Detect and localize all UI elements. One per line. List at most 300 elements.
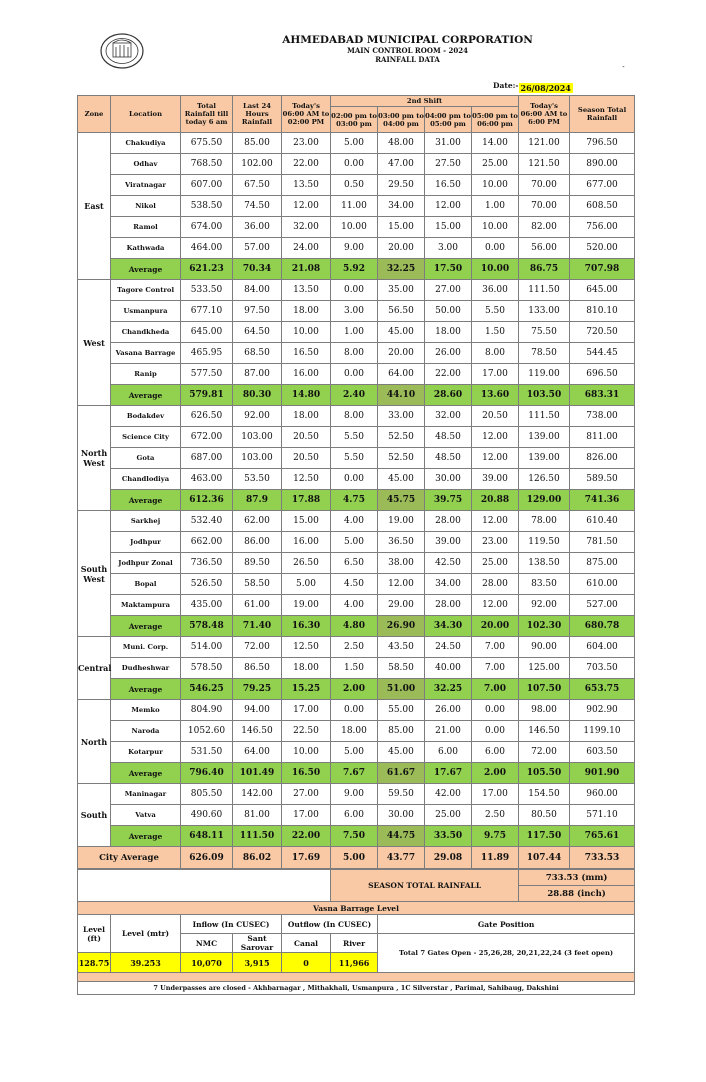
rainfall-value: 890.00 [570, 154, 635, 175]
rainfall-value: 490.60 [181, 805, 233, 826]
date-label: Date:- [493, 81, 519, 90]
rainfall-value: 0.00 [331, 700, 378, 721]
average-value: 10.00 [472, 259, 519, 280]
rainfall-value: 8.00 [331, 406, 378, 427]
rainfall-value: 12.00 [425, 196, 472, 217]
rainfall-value: 17.00 [472, 784, 519, 805]
location-name: Kotarpur [111, 742, 181, 763]
col-slot-3: 04:00 pm to 05:00 pm [425, 107, 472, 133]
rainfall-value: 626.50 [181, 406, 233, 427]
rainfall-value: 17.00 [282, 700, 331, 721]
rainfall-value: 58.50 [378, 658, 425, 679]
rainfall-value: 43.50 [378, 637, 425, 658]
rainfall-value: 810.10 [570, 301, 635, 322]
rainfall-value: 6.50 [331, 553, 378, 574]
table-row [78, 217, 635, 238]
rainfall-value: 27.00 [425, 280, 472, 301]
rainfall-value: 18.00 [331, 721, 378, 742]
rainfall-value: 589.50 [570, 469, 635, 490]
table-row [78, 721, 635, 742]
average-value: 61.67 [378, 763, 425, 784]
location-name: Bopal [111, 574, 181, 595]
average-value: 102.30 [519, 616, 570, 637]
table-row [78, 280, 635, 301]
rainfall-value: 64.50 [233, 322, 282, 343]
average-value: 2.00 [472, 763, 519, 784]
average-value: 901.90 [570, 763, 635, 784]
rainfall-value: 35.00 [378, 280, 425, 301]
average-value: 26.90 [378, 616, 425, 637]
season-total-table [77, 869, 635, 995]
average-value: 105.50 [519, 763, 570, 784]
rainfall-value: 20.50 [282, 448, 331, 469]
rainfall-value: 126.50 [519, 469, 570, 490]
table-row [78, 700, 635, 721]
rainfall-value: 121.50 [519, 154, 570, 175]
rainfall-value: 14.00 [472, 133, 519, 154]
rainfall-value: 138.50 [519, 553, 570, 574]
city-average-value: 17.69 [282, 847, 331, 869]
average-row [78, 763, 635, 784]
rainfall-value: 687.00 [181, 448, 233, 469]
location-name: Memko [111, 700, 181, 721]
rainfall-value: 56.50 [378, 301, 425, 322]
city-average-value: 107.44 [519, 847, 570, 869]
rainfall-value: 677.00 [570, 175, 635, 196]
average-value: 7.67 [331, 763, 378, 784]
location-name: Chandlodiya [111, 469, 181, 490]
location-name: Chakudiya [111, 133, 181, 154]
average-label: Average [111, 490, 181, 511]
rainfall-value: 6.00 [472, 742, 519, 763]
table-row [78, 805, 635, 826]
rainfall-value: 86.00 [233, 532, 282, 553]
average-label: Average [111, 385, 181, 406]
table-row [78, 595, 635, 616]
rainfall-value: 5.00 [282, 574, 331, 595]
rainfall-value: 19.00 [282, 595, 331, 616]
rainfall-value: 36.50 [378, 532, 425, 553]
rainfall-value: 81.00 [233, 805, 282, 826]
rainfall-value: 538.50 [181, 196, 233, 217]
rainfall-value: 21.00 [425, 721, 472, 742]
rainfall-value: 31.00 [425, 133, 472, 154]
season-total-label: SEASON TOTAL RAINFALL [331, 870, 519, 902]
city-average-row [78, 847, 635, 869]
rainfall-value: 139.00 [519, 448, 570, 469]
rainfall-value: 10.00 [472, 217, 519, 238]
location-name: Nikol [111, 196, 181, 217]
table-row [78, 784, 635, 805]
rainfall-value: 57.00 [233, 238, 282, 259]
rainfall-value: 12.00 [472, 448, 519, 469]
gate-position-label: Gate Position [378, 915, 635, 934]
average-value: 103.50 [519, 385, 570, 406]
sant-sarovar-value: 3,915 [233, 953, 282, 973]
rainfall-value: 58.50 [233, 574, 282, 595]
rainfall-value: 48.50 [425, 448, 472, 469]
rainfall-value: 520.00 [570, 238, 635, 259]
rainfall-value: 78.00 [519, 511, 570, 532]
rainfall-value: 10.00 [472, 175, 519, 196]
city-average-value: 5.00 [331, 847, 378, 869]
city-average-value: 29.08 [425, 847, 472, 869]
average-label: Average [111, 679, 181, 700]
table-row [78, 364, 635, 385]
average-value: 4.75 [331, 490, 378, 511]
average-value: 107.50 [519, 679, 570, 700]
rainfall-value: 45.00 [378, 469, 425, 490]
rainfall-value: 610.40 [570, 511, 635, 532]
average-value: 707.98 [570, 259, 635, 280]
rainfall-value: 17.00 [472, 364, 519, 385]
rainfall-value: 875.00 [570, 553, 635, 574]
rainfall-value: 696.50 [570, 364, 635, 385]
average-value: 7.50 [331, 826, 378, 847]
average-value: 14.80 [282, 385, 331, 406]
col-zone: Zone [78, 96, 111, 133]
level-mtr-value: 39.253 [111, 953, 181, 973]
rainfall-value: 532.40 [181, 511, 233, 532]
average-value: 129.00 [519, 490, 570, 511]
rainfall-value: 577.50 [181, 364, 233, 385]
rainfall-value: 15.00 [282, 511, 331, 532]
table-row [78, 532, 635, 553]
rainfall-value: 662.00 [181, 532, 233, 553]
rainfall-value: 27.50 [425, 154, 472, 175]
rainfall-value: 40.00 [425, 658, 472, 679]
average-value: 34.30 [425, 616, 472, 637]
average-value: 86.75 [519, 259, 570, 280]
average-row [78, 490, 635, 511]
dash-mark: - [622, 63, 625, 71]
rainfall-value: 32.00 [282, 217, 331, 238]
subtitle-control-room: MAIN CONTROL ROOM - 2024 [347, 46, 468, 55]
rainfall-value: 111.50 [519, 280, 570, 301]
col-total: Total Rainfall till today 6 am [181, 96, 233, 133]
rainfall-value: 672.00 [181, 427, 233, 448]
col-slot-4: 05:00 pm to 06:00 pm [472, 107, 519, 133]
location-name: Viratnagar [111, 175, 181, 196]
rainfall-value: 781.50 [570, 532, 635, 553]
location-name: Naroda [111, 721, 181, 742]
rainfall-value: 62.00 [233, 511, 282, 532]
city-average-value: 626.09 [181, 847, 233, 869]
rainfall-value: 56.00 [519, 238, 570, 259]
rainfall-value: 608.50 [570, 196, 635, 217]
average-row [78, 826, 635, 847]
rainfall-value: 146.50 [233, 721, 282, 742]
rainfall-value: 18.00 [425, 322, 472, 343]
col-season: Season Total Rainfall [570, 96, 635, 133]
rainfall-value: 142.00 [233, 784, 282, 805]
nmc-value: 10,070 [181, 953, 233, 973]
rainfall-value: 2.50 [331, 637, 378, 658]
rainfall-value: 34.00 [425, 574, 472, 595]
average-row [78, 385, 635, 406]
table-row [78, 301, 635, 322]
date-value: 26/08/2024 [520, 83, 571, 93]
col-last24: Last 24 Hours Rainfall [233, 96, 282, 133]
rainfall-value: 78.50 [519, 343, 570, 364]
rainfall-value: 39.00 [472, 469, 519, 490]
rainfall-value: 0.50 [331, 175, 378, 196]
col-slot-1: 02:00 pm to 03:00 pm [331, 107, 378, 133]
rainfall-value: 32.00 [425, 406, 472, 427]
rainfall-value: 5.50 [472, 301, 519, 322]
average-value: 44.10 [378, 385, 425, 406]
vasna-title: Vasna Barrage Level [78, 902, 635, 915]
rainfall-value: 12.00 [282, 196, 331, 217]
rainfall-value: 18.00 [282, 406, 331, 427]
rainfall-value: 119.50 [519, 532, 570, 553]
rainfall-value: 16.50 [282, 343, 331, 364]
rainfall-value: 98.00 [519, 700, 570, 721]
table-row [78, 175, 635, 196]
table-row [78, 658, 635, 679]
average-value: 16.50 [282, 763, 331, 784]
table-row [78, 553, 635, 574]
underpass-note: 7 Underpasses are closed - Akhbarnagar , Mithakhali, Usmanpura , 1C Silverstar , Parimal, Sahibaug, Dakshini [78, 982, 635, 995]
rainfall-value: 12.50 [282, 637, 331, 658]
nmc-label: NMC [181, 934, 233, 953]
average-value: 70.34 [233, 259, 282, 280]
rainfall-value: 85.00 [233, 133, 282, 154]
location-name: Vasana Barrage [111, 343, 181, 364]
location-name: Jodhpur Zonal [111, 553, 181, 574]
rainfall-value: 83.50 [519, 574, 570, 595]
rainfall-value: 75.50 [519, 322, 570, 343]
canal-label: Canal [282, 934, 331, 953]
location-name: Usmanpura [111, 301, 181, 322]
rainfall-value: 3.00 [331, 301, 378, 322]
rainfall-value: 13.50 [282, 280, 331, 301]
rainfall-value: 146.50 [519, 721, 570, 742]
rainfall-value: 10.00 [331, 217, 378, 238]
rainfall-value: 9.00 [331, 238, 378, 259]
rainfall-value: 17.00 [282, 805, 331, 826]
rainfall-value: 571.10 [570, 805, 635, 826]
rainfall-value: 90.00 [519, 637, 570, 658]
rainfall-value: 645.00 [181, 322, 233, 343]
level-mtr-label: Level (mtr) [111, 915, 181, 953]
average-value: 22.00 [282, 826, 331, 847]
rainfall-value: 119.00 [519, 364, 570, 385]
location-name: Gota [111, 448, 181, 469]
average-value: 111.50 [233, 826, 282, 847]
rainfall-value: 92.00 [233, 406, 282, 427]
rainfall-value: 578.50 [181, 658, 233, 679]
rainfall-value: 22.50 [282, 721, 331, 742]
rainfall-value: 7.00 [472, 658, 519, 679]
rainfall-value: 59.50 [378, 784, 425, 805]
rainfall-value: 5.50 [331, 448, 378, 469]
rainfall-value: 30.00 [425, 469, 472, 490]
rainfall-value: 24.50 [425, 637, 472, 658]
rainfall-value: 1052.60 [181, 721, 233, 742]
average-value: 5.92 [331, 259, 378, 280]
rainfall-value: 6.00 [331, 805, 378, 826]
rainfall-value: 139.00 [519, 427, 570, 448]
table-row [78, 448, 635, 469]
city-average-value: 733.53 [570, 847, 635, 869]
table-row [78, 511, 635, 532]
rainfall-value: 48.50 [425, 427, 472, 448]
location-name: Bodakdev [111, 406, 181, 427]
rainfall-value: 25.00 [472, 154, 519, 175]
rainfall-value: 39.00 [425, 532, 472, 553]
logo [78, 30, 181, 76]
average-value: 28.60 [425, 385, 472, 406]
level-ft-label: Level (ft) [78, 915, 111, 953]
zone-label: East [78, 133, 111, 280]
rainfall-value: 0.00 [472, 721, 519, 742]
average-row [78, 259, 635, 280]
inflow-label: Inflow (In CUSEC) [181, 915, 282, 934]
average-value: 101.49 [233, 763, 282, 784]
rainfall-value: 805.50 [181, 784, 233, 805]
rainfall-value: 804.90 [181, 700, 233, 721]
table-row [78, 238, 635, 259]
average-value: 579.81 [181, 385, 233, 406]
rainfall-value: 94.00 [233, 700, 282, 721]
rainfall-value: 6.00 [425, 742, 472, 763]
rainfall-value: 10.00 [282, 322, 331, 343]
rainfall-value: 29.00 [378, 595, 425, 616]
average-value: 39.75 [425, 490, 472, 511]
rainfall-value: 2.50 [472, 805, 519, 826]
rainfall-value: 87.00 [233, 364, 282, 385]
amc-seal-icon [98, 32, 146, 70]
location-name: Kathwada [111, 238, 181, 259]
col-today-morning: Today's 06:00 AM to 02:00 PM [282, 96, 331, 133]
rainfall-value: 756.00 [570, 217, 635, 238]
rainfall-value: 28.00 [425, 511, 472, 532]
river-value: 11,966 [331, 953, 378, 973]
rainfall-value: 603.50 [570, 742, 635, 763]
rainfall-value: 64.00 [378, 364, 425, 385]
rainfall-value: 48.00 [378, 133, 425, 154]
city-average-value: 43.77 [378, 847, 425, 869]
rainfall-value: 89.50 [233, 553, 282, 574]
average-value: 578.48 [181, 616, 233, 637]
average-value: 45.75 [378, 490, 425, 511]
rainfall-value: 61.00 [233, 595, 282, 616]
location-name: Maninagar [111, 784, 181, 805]
rainfall-value: 12.50 [282, 469, 331, 490]
rainfall-value: 19.00 [378, 511, 425, 532]
average-value: 21.08 [282, 259, 331, 280]
rainfall-value: 1199.10 [570, 721, 635, 742]
rainfall-value: 514.00 [181, 637, 233, 658]
average-value: 15.25 [282, 679, 331, 700]
average-row [78, 679, 635, 700]
rainfall-value: 5.00 [331, 532, 378, 553]
rainfall-value: 16.50 [425, 175, 472, 196]
rainfall-value: 811.00 [570, 427, 635, 448]
zone-label: Central [78, 637, 111, 700]
zone-label: South West [78, 511, 111, 637]
rainfall-value: 0.00 [331, 364, 378, 385]
rainfall-value: 610.00 [570, 574, 635, 595]
location-name: Ranip [111, 364, 181, 385]
rainfall-value: 121.00 [519, 133, 570, 154]
rainfall-value: 0.00 [331, 469, 378, 490]
col-today-total: Today's 06:00 AM to 6:00 PM [519, 96, 570, 133]
rainfall-value: 645.00 [570, 280, 635, 301]
rainfall-value: 103.00 [233, 448, 282, 469]
rainfall-value: 736.50 [181, 553, 233, 574]
rainfall-value: 1.50 [331, 658, 378, 679]
table-row [78, 343, 635, 364]
rainfall-value: 33.00 [378, 406, 425, 427]
location-name: Jodhpur [111, 532, 181, 553]
rainfall-value: 70.00 [519, 196, 570, 217]
rainfall-value: 68.50 [233, 343, 282, 364]
rainfall-value: 103.00 [233, 427, 282, 448]
rainfall-value: 67.50 [233, 175, 282, 196]
rainfall-value: 526.50 [181, 574, 233, 595]
rainfall-value: 768.50 [181, 154, 233, 175]
rainfall-value: 85.00 [378, 721, 425, 742]
average-label: Average [111, 763, 181, 784]
rainfall-value: 15.00 [378, 217, 425, 238]
average-value: 20.88 [472, 490, 519, 511]
table-row [78, 196, 635, 217]
average-value: 79.25 [233, 679, 282, 700]
average-value: 17.88 [282, 490, 331, 511]
rainfall-value: 7.00 [472, 637, 519, 658]
rainfall-value: 29.50 [378, 175, 425, 196]
gate-position-text: Total 7 Gates Open - 25,26,28, 20,21,22,24 (3 feet open) [378, 934, 635, 973]
rainfall-value: 12.00 [472, 427, 519, 448]
rainfall-value: 0.00 [472, 700, 519, 721]
rainfall-value: 531.50 [181, 742, 233, 763]
rainfall-value: 55.00 [378, 700, 425, 721]
rainfall-value: 675.50 [181, 133, 233, 154]
table-row [78, 427, 635, 448]
average-value: 9.75 [472, 826, 519, 847]
outflow-label: Outflow (In CUSEC) [282, 915, 378, 934]
rainfall-value: 20.50 [282, 427, 331, 448]
season-total-inch: 28.88 (inch) [519, 886, 635, 902]
rainfall-value: 4.00 [331, 511, 378, 532]
rainfall-value: 82.00 [519, 217, 570, 238]
rainfall-value: 738.00 [570, 406, 635, 427]
average-value: 796.40 [181, 763, 233, 784]
average-row [78, 616, 635, 637]
rainfall-value: 720.50 [570, 322, 635, 343]
river-label: River [331, 934, 378, 953]
col-slot-2: 03:00 pm to 04:00 pm [378, 107, 425, 133]
rainfall-value: 52.50 [378, 448, 425, 469]
average-value: 17.50 [425, 259, 472, 280]
average-value: 51.00 [378, 679, 425, 700]
location-name: Sarkhej [111, 511, 181, 532]
average-value: 621.23 [181, 259, 233, 280]
rainfall-value: 20.00 [378, 238, 425, 259]
location-name: Maktampura [111, 595, 181, 616]
average-value: 765.61 [570, 826, 635, 847]
rainfall-value: 154.50 [519, 784, 570, 805]
average-value: 20.00 [472, 616, 519, 637]
rainfall-value: 86.50 [233, 658, 282, 679]
rainfall-value: 74.50 [233, 196, 282, 217]
rainfall-value: 30.00 [378, 805, 425, 826]
rainfall-value: 8.00 [331, 343, 378, 364]
location-name: Science City [111, 427, 181, 448]
rainfall-value: 25.00 [472, 553, 519, 574]
